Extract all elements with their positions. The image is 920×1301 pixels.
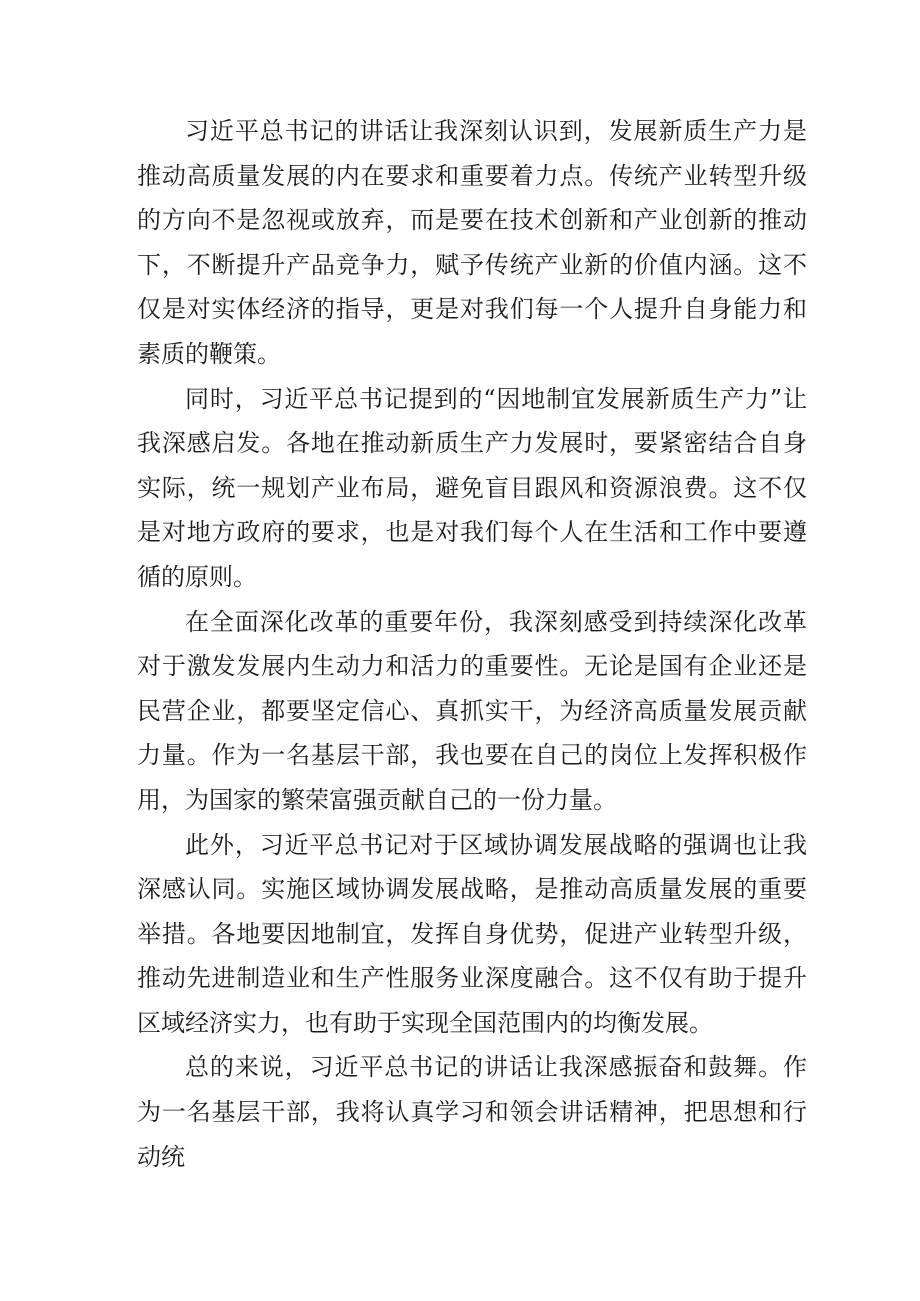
- paragraph-4: 此外，习近平总书记对于区域协调发展战略的强调也让我深感认同。实施区域协调发展战略，是推动高质量发展的重要举措。各地要因地制宜，发挥自身优势，促进产业转型升级，推动先进制造业和生产性服务业深度融合。这不仅有助于提升区域经济实力，也有助于实现全国范围内的均衡发展。: [137, 830, 807, 1037]
- document-body: [137, 109, 807, 1179]
- paragraph-1: 习近平总书记的讲话让我深刻认识到，发展新质生产力是推动高质量发展的内在要求和重要着力点。传统产业转型升级的方向不是忽视或放弃，而是要在技术创新和产业创新的推动下，不断提升产品竞争力，赋予传统产业新的价值内涵。这不仅是对实体经济的指导，更是对我们每一个人提升自身能力和素质的鞭策。: [137, 117, 807, 368]
- paragraph-5: 总的来说，习近平总书记的讲话让我深感振奋和鼓舞。作为一名基层干部，我将认真学习和领会讲话精神，把思想和行动统: [137, 1053, 807, 1171]
- paragraph-2: 同时，习近平总书记提到的“因地制宜发展新质生产力”让我深感启发。各地在推动新质生产力发展时，要紧密结合自身实际，统一规划产业布局，避免盲目跟风和资源浪费。这不仅是对地方政府的要求，也是对我们每个人在生活和工作中要遵循的原则。: [137, 384, 807, 591]
- paragraph-3: 在全面深化改革的重要年份，我深刻感受到持续深化改革对于激发发展内生动力和活力的重要性。无论是国有企业还是民营企业，都要坚定信心、真抓实干，为经济高质量发展贡献力量。作为一名基层干部，我也要在自己的岗位上发挥积极作用，为国家的繁荣富强贡献自己的一份力量。: [137, 607, 807, 814]
